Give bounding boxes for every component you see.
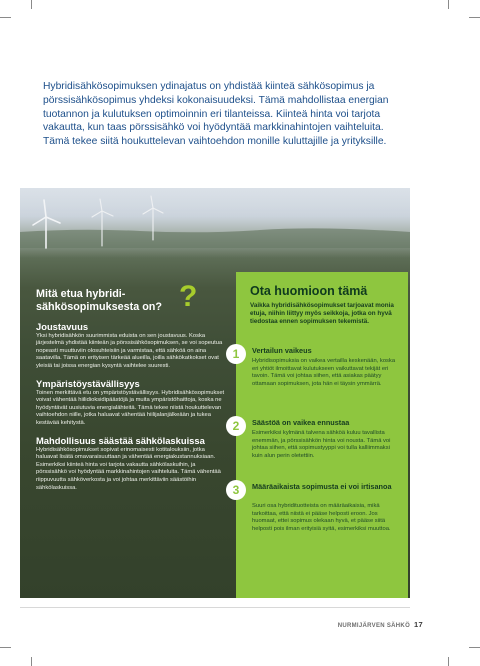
intro-paragraph: Hybridisähkösopimuksen ydinajatus on yhdistää kiinteä sähkösopimus ja pörssisähkösopimus yhdeksi kokonaisuudeksi. Tämä mahdollistaa energian tuotannon ja kulutuksen optimoinnin eri tilanteissa. Kiinteä hinta voi tarjota vakautta, kun taas pörssisähkö voi hyödyntää markkinahintojen vaihteluita. Tämä tekee siitä houkuttelevan vaihtoehdon monille kuluttajille ja yrityksille. xyxy=(43,81,389,148)
benefit-heading: Ympäristöystävällisyys xyxy=(36,377,140,389)
benefits-column xyxy=(36,280,226,492)
benefit-section-savings xyxy=(36,435,226,493)
number-badge-icon: 3 xyxy=(226,480,246,500)
benefits-title: Mitä etua hybridi-sähkösopimuksesta on? xyxy=(36,288,162,313)
crop-mark xyxy=(0,17,11,18)
consider-item-text: Hybridisopimuksia on vaikea vertailla keskenään, koska eri yhtiöt ilmoittavat kulutukseen vaikuttavat tekijät eri tavoin. Tämä voi johtaa siihen, että asiakas päätyy ottamaan sopimuksen, jota hän ei täysin ymmärrä. xyxy=(252,358,396,387)
page-number: 17 xyxy=(414,620,423,629)
consider-this-box xyxy=(232,272,408,598)
benefit-text: Hybridisähkösopimukset sopivat erinomaisesti kotitalouksiin, jotka haluavat lisätä omavaraisuuttaan ja vähentää energiakustannuksiaan. Esimerkiksi kiinteä hinta voi tarjota vakautta sähkölaskuihin, ja pörssisähkö voi hyödyntää markkinahintojen vaihteluita. Tämä vähentää riippuvuutta sähköverkosta ja voi johtaa merkittäviin säästöihin sähkölaskuissa. xyxy=(36,446,221,491)
consider-item-heading: Säästöä on vaikea ennustaa xyxy=(252,418,350,427)
consider-intro: Vaikka hybridisähkösopimukset tarjoavat monia etuja, niihin liittyy myös seikkoja, jotka on hyvä tiedostaa ennen sopimuksen tekemistä. xyxy=(250,302,394,325)
consider-title: Ota huomioon tämä xyxy=(250,284,368,298)
crop-mark xyxy=(448,657,449,666)
benefit-heading: Mahdollisuus säästää sähkölaskuissa xyxy=(36,434,205,446)
crop-mark xyxy=(31,657,32,666)
consider-item-heading: Määräaikaista sopimusta ei voi irtisanoa xyxy=(252,482,392,491)
benefit-text: Yksi hybridisähkön suurimmista eduista on sen joustavuus. Koska järjestelmä yhdistää kiinteän ja pörssisähkösopimuksen, se voi sopeutua nopeasti muuttuviin olosuhteisiin ja varmistaa, että sähköä on aina saatavilla. Tämä on erityisen tärkeää alueilla, joilla sähkökatkokset ovat yleisiä tai joissa energian kysyntä vaihtelee suuresti. xyxy=(36,332,223,369)
footer-divider xyxy=(20,607,410,608)
crop-mark xyxy=(0,647,11,648)
benefit-section-environment xyxy=(36,378,226,428)
page-footer xyxy=(338,620,423,629)
footer-brand: NURMIJÄRVEN SÄHKÖ xyxy=(337,623,411,629)
consider-item-heading: Vertailun vaikeus xyxy=(252,346,312,355)
crop-mark xyxy=(448,0,449,9)
question-mark-icon: ? xyxy=(179,280,198,313)
consider-item-text: Esimerkiksi kylmänä talvena sähköä kuluu tavallista enemmän, ja pörssisähkön hinta voi nousta. Tämä voi johtaa siihen, että sopimustyyppi voi tulla kalliimmaksi kuin alun perin oletettiin. xyxy=(252,430,391,459)
benefit-text: Toinen merkittävä etu on ympäristöystävällisyys. Hybridisähkösopimukset voivat vähentää hiilidioksidipäästöjä ja muita ympäristöhaittoja, koska ne hyödyntävät uusiutuvia energialähteitä. Tämä tekee niistä houkuttelevan vaihtoehdon niille, jotka haluavat vähentää hiilijalanjälkeään ja tukea kestävää kehitystä. xyxy=(36,389,225,426)
benefit-heading: Joustavuus xyxy=(36,320,89,332)
consider-item-text: Suuri osa hybridituotteista on määräaikaisia, mikä tarkoittaa, että niistä ei pääse helposti eroon. Jos huomaat, ettei sopimus olekaan hyvä, et pääse siitä helposti pois ilman erityisiä syitä, esimerkiksi muuttoa. xyxy=(252,503,391,532)
number-badge-icon: 2 xyxy=(226,416,246,436)
crop-mark xyxy=(469,647,480,648)
crop-mark xyxy=(31,0,32,9)
crop-mark xyxy=(469,17,480,18)
number-badge-icon: 1 xyxy=(226,344,246,364)
benefit-section-flexibility xyxy=(36,321,226,371)
